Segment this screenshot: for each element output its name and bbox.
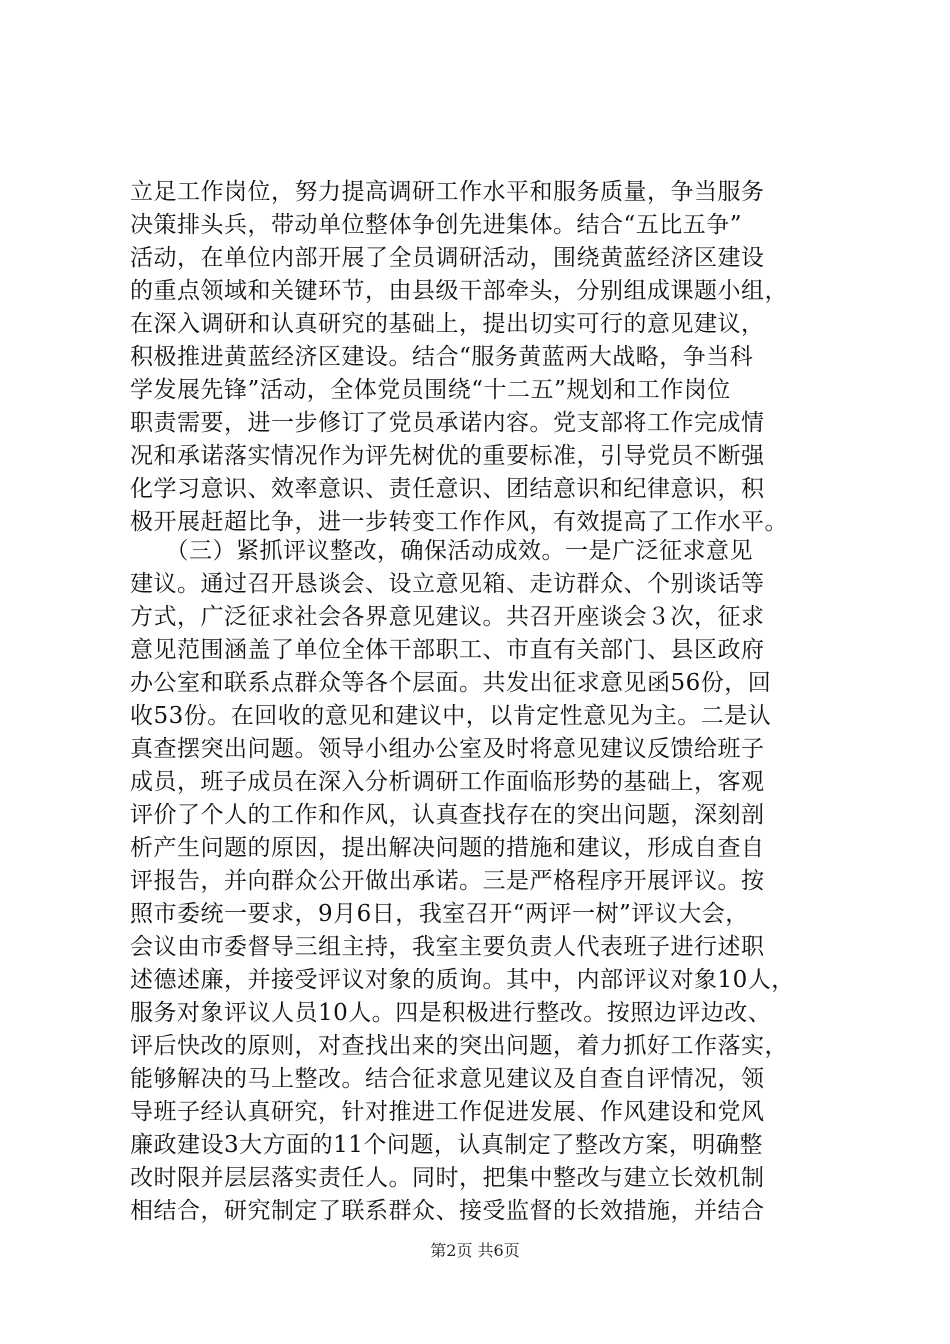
text-line: 述德述廉，并接受评议对象的质询。其中，内部评议对象10人， — [130, 967, 795, 993]
paragraph-2 — [130, 535, 835, 1228]
text-line: 照市委统一要求，9月6日，我室召开“两评一树”评议大会， — [130, 901, 749, 927]
text-line: 学发展先锋”活动，全体党员围绕“十二五”规划和工作岗位 — [130, 377, 731, 403]
text-line: 评后快改的原则，对查找出来的突出问题，着力抓好工作落实， — [130, 1033, 788, 1059]
text-line: 导班子经认真研究，针对推进工作促进发展、作风建设和党风 — [130, 1099, 765, 1125]
text-line: 建议。通过召开恳谈会、设立意见箱、走访群众、个别谈话等 — [130, 571, 765, 597]
text-line: 极开展赶超比争，进一步转变工作作风，有效提高了工作水平。 — [130, 509, 788, 535]
text-line: 廉政建设3大方面的11个问题，认真制定了整改方案，明确整 — [130, 1132, 763, 1158]
text-line: 职责需要，进一步修订了党员承诺内容。党支部将工作完成情 — [130, 410, 765, 436]
text-line: 办公室和联系点群众等各个层面。共发出征求意见函56份，回 — [130, 670, 772, 696]
text-line: 评报告，并向群众公开做出承诺。三是严格程序开展评议。按 — [130, 868, 765, 894]
text-line: 评价了个人的工作和作风，认真查找存在的突出问题，深刻剖 — [130, 802, 765, 828]
text-line: 方式，广泛征求社会各界意见建议。共召开座谈会３次，征求 — [130, 604, 765, 630]
page-number-footer: 第2页 共6页 — [430, 1241, 520, 1260]
text-line: （三）紧抓评议整改，确保活动成效。一是广泛征求意见 — [130, 538, 753, 564]
text-line: 相结合，研究制定了联系群众、接受监督的长效措施，并结合 — [130, 1198, 765, 1224]
text-line: 的重点领域和关键环节，由县级干部牵头，分别组成课题小组， — [130, 278, 788, 304]
text-line: 意见范围涵盖了单位全体干部职工、市直有关部门、县区政府 — [130, 637, 765, 663]
text-line: 成员，班子成员在深入分析调研工作面临形势的基础上，客观 — [130, 769, 765, 795]
paragraph-1 — [130, 176, 835, 539]
text-line: 化学习意识、效率意识、责任意识、团结意识和纪律意识，积 — [130, 476, 765, 502]
text-line: 改时限并层层落实责任人。同时，把集中整改与建立长效机制 — [130, 1165, 765, 1191]
text-line: 真查摆突出问题。领导小组办公室及时将意见建议反馈给班子 — [130, 736, 765, 762]
text-line: 积极推进黄蓝经济区建设。结合“服务黄蓝两大战略，争当科 — [130, 344, 754, 370]
text-line: 立足工作岗位，努力提高调研工作水平和服务质量，争当服务 — [130, 179, 765, 205]
text-line: 决策排头兵，带动单位整体争创先进集体。结合“五比五争” — [130, 212, 743, 238]
text-line: 析产生问题的原因，提出解决问题的措施和建议，形成自查自 — [130, 835, 765, 861]
text-line: 服务对象评议人员10人。四是积极进行整改。按照边评边改、 — [130, 1000, 772, 1026]
text-line: 况和承诺落实情况作为评先树优的重要标准，引导党员不断强 — [130, 443, 765, 469]
text-line: 会议由市委督导三组主持，我室主要负责人代表班子进行述职 — [130, 934, 765, 960]
text-line: 能够解决的马上整改。结合征求意见建议及自查自评情况，领 — [130, 1066, 765, 1092]
text-line: 活动，在单位内部开展了全员调研活动，围绕黄蓝经济区建设 — [130, 245, 765, 271]
text-line: 在深入调研和认真研究的基础上，提出切实可行的意见建议， — [130, 311, 765, 337]
text-line: 收53份。在回收的意见和建议中，以肯定性意见为主。二是认 — [130, 703, 772, 729]
